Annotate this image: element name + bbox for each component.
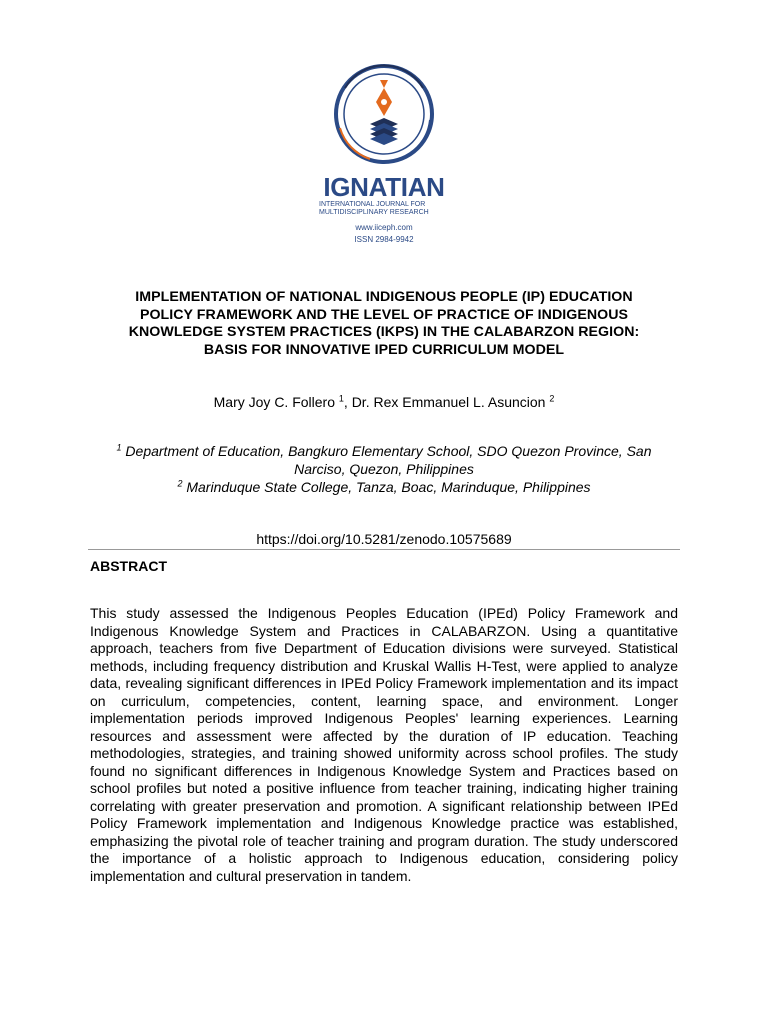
journal-issn: ISSN 2984-9942 bbox=[354, 235, 414, 244]
affiliation-marker: 1 bbox=[116, 442, 122, 453]
paper-title-line: POLICY FRAMEWORK AND THE LEVEL OF PRACTICE OF INDIGENOUS bbox=[139, 306, 629, 323]
affiliation-text: Department of Education, Bangkuro Elementary School, SDO Quezon Province, San Narciso, Quezon, Philippines bbox=[125, 443, 652, 477]
affiliation-item bbox=[90, 478, 678, 496]
author-list bbox=[0, 394, 768, 410]
author-affiliation-marker: 1 bbox=[338, 393, 344, 404]
paper-title-line: IMPLEMENTATION OF NATIONAL INDIGENOUS PEOPLE (IP) EDUCATION bbox=[135, 289, 633, 305]
affiliation-text: Marinduque State College, Tanza, Boac, Marinduque, Philippines bbox=[186, 479, 591, 495]
journal-logo bbox=[300, 58, 468, 258]
affiliations bbox=[90, 442, 678, 496]
journal-name: IGNATIAN bbox=[323, 172, 445, 202]
author-name: Mary Joy C. Follero bbox=[213, 394, 335, 410]
paper-title bbox=[100, 289, 668, 359]
author-separator: , bbox=[343, 394, 352, 410]
paper-title-line: BASIS FOR INNOVATIVE IPED CURRICULUM MODEL bbox=[203, 341, 565, 358]
author-affiliation-marker: 2 bbox=[549, 393, 555, 404]
affiliation-item bbox=[90, 442, 678, 478]
paper-title-line: KNOWLEDGE SYSTEM PRACTICES (IKPS) IN THE CALABARZON REGION: bbox=[128, 324, 640, 340]
journal-subtitle-line: MULTIDISCIPLINARY RESEARCH bbox=[319, 209, 429, 216]
affiliation-marker: 2 bbox=[177, 478, 183, 489]
abstract-body: This study assessed the Indigenous Peoples Education (IPEd) Policy Framework and Indigenous Knowledge System and Practices in CALABARZON. Using a quantitative approach, teachers from five Department of Education divisions were surveyed. Statistical methods, including frequency distribution and Kruskal Wallis H-Test, were applied to analyze data, revealing significant differences in IPEd Policy Framework implementation and its impact on curriculum, competencies, content, learning space, and environment. Longer implementation periods improved Indigenous Peoples' learning experiences. Learning resources and assessment were affected by the duration of IP education. Teaching methodologies, strategies, and training showed uniformity across school profiles. The study found no significant differences in Indigenous Knowledge System and Practices based on school profiles but noted a positive influence from teacher training, indicating higher training correlating with greater preservation and promotion. A significant relationship between IPEd Policy Framework implementation and Indigenous Knowledge practice was established, emphasizing the pivotal role of teacher training and program duration. The study underscored the importance of a holistic approach to Indigenous education, considering policy implementation and cultural preservation in tandem. bbox=[90, 605, 678, 884]
doi-link[interactable]: https://doi.org/10.5281/zenodo.10575689 bbox=[256, 531, 512, 547]
journal-subtitle-line: INTERNATIONAL JOURNAL FOR bbox=[319, 201, 426, 208]
abstract-heading: ABSTRACT bbox=[90, 558, 167, 574]
journal-subtitle bbox=[319, 201, 459, 217]
journal-emblem-icon bbox=[300, 58, 468, 170]
section-divider bbox=[88, 549, 680, 550]
journal-website: www.iiceph.com bbox=[355, 223, 413, 232]
author-name: Dr. Rex Emmanuel L. Asuncion bbox=[351, 394, 546, 410]
